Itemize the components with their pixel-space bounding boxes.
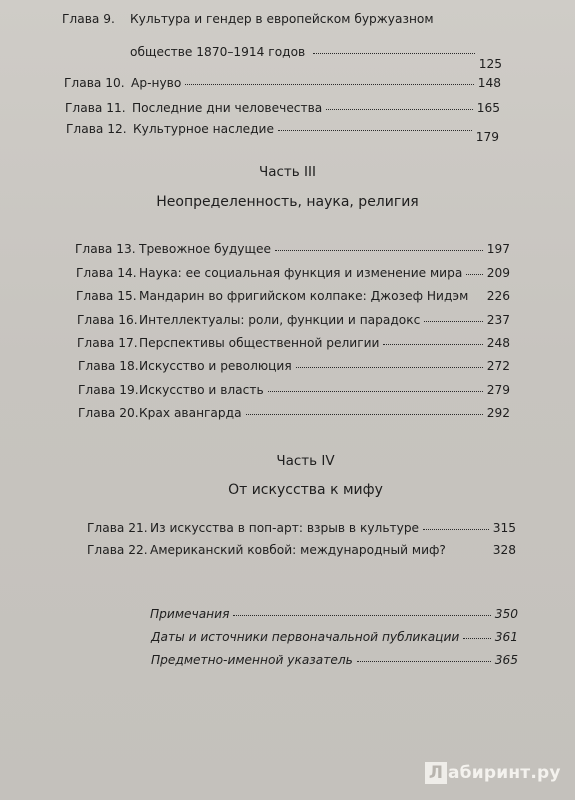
page-number: 350 [494,607,518,621]
chapter-title: Мандарин во фригийском колпаке: Джозеф Нидэм [139,289,469,303]
toc-entry-ch17 [77,335,510,351]
page-number: 226 [486,289,510,303]
dot-leader [357,661,491,662]
part-3-heading: Часть III [258,164,316,180]
toc-entry-ch11 [65,100,500,116]
toc-entry-ch12 [66,121,499,144]
page-number: 279 [486,383,510,397]
chapter-number: Глава 10. [64,76,125,90]
chapter-title: Американский ковбой: международный миф? [150,543,446,557]
dot-leader [275,250,483,251]
chapter-title: Искусство и революция [139,359,292,373]
part-4-title: От искусства к мифу [228,482,383,498]
labirint-logo-icon: Л [425,762,447,784]
chapter-title: Последние дни человечества [132,101,323,115]
chapter-number: Глава 18. [78,359,139,373]
dot-leader [296,367,483,368]
page-number: 179 [475,130,499,144]
page-number: 148 [477,76,501,90]
chapter-title: Ар-нуво [131,76,182,90]
chapter-title: Искусство и власть [139,383,264,397]
toc-entry-ch15 [76,288,510,304]
dot-leader [424,321,482,322]
labirint-watermark [425,762,561,784]
chapter-title: Интеллектуалы: роли, функции и парадокс [139,313,421,327]
page-number: 272 [486,359,510,373]
dot-leader [246,414,483,415]
dot-leader [466,274,482,275]
dot-leader [313,53,475,54]
toc-entry-ch20 [78,405,510,421]
toc-entry-sources [151,629,518,645]
chapter-title: Из искусства в поп-арт: взрыв в культуре [150,521,420,535]
chapter-title: Культура и гендер в европейском буржуазном [130,12,434,26]
chapter-number: Глава 16. [77,313,138,327]
dot-leader [423,529,489,530]
dot-leader [463,638,490,639]
dot-leader [233,615,490,616]
toc-entry-ch19 [78,382,510,398]
toc-entry-notes [150,606,518,622]
part-3-title: Неопределенность, наука, религия [156,194,419,210]
chapter-number: Глава 19. [78,383,139,397]
page-number: 365 [494,653,518,667]
watermark-text: абиринт.ру [448,763,561,783]
part-4-heading: Часть IV [276,453,335,469]
chapter-number: Глава 14. [76,266,137,280]
dot-leader [472,297,482,298]
chapter-number: Глава 13. [75,242,136,256]
dot-leader [383,344,482,345]
page-number: 248 [486,336,510,350]
page-number: 292 [486,406,510,420]
page-number: 197 [486,242,510,256]
chapter-number: Глава 17. [77,336,138,350]
chapter-number: Глава 22. [87,543,148,557]
appendix-title: Предметно-именной указатель [151,653,353,667]
page-number: 361 [494,630,518,644]
toc-entry-ch9-line2 [130,44,502,71]
toc-entry-ch16 [77,312,510,328]
chapter-title: Культурное наследие [133,122,274,136]
chapter-title: Тревожное будущее [139,242,271,256]
chapter-number: Глава 15. [76,289,137,303]
page-number: 165 [476,101,500,115]
page-number: 315 [492,521,516,535]
toc-entry-ch18 [78,358,510,374]
chapter-number: Глава 21. [87,521,148,535]
chapter-number: Глава 20. [78,406,139,420]
toc-entry-ch9 [62,11,502,27]
chapter-title: Перспективы общественной религии [139,336,380,350]
toc-entry-ch22 [87,542,516,558]
chapter-title-continuation: обществе 1870–1914 годов [130,45,306,59]
chapter-number: Глава 11. [65,101,126,115]
toc-entry-ch13 [75,241,510,257]
dot-leader [450,551,489,552]
chapter-number: Глава 12. [66,122,127,136]
dot-leader [278,130,472,131]
toc-entry-ch21 [87,520,516,536]
page-number: 328 [492,543,516,557]
toc-entry-ch14 [76,265,510,281]
chapter-number: Глава 9. [62,12,115,26]
page-number: 125 [478,57,502,71]
chapter-title: Наука: ее социальная функция и изменение мира [139,266,463,280]
chapter-title: Крах авангарда [139,406,242,420]
dot-leader [185,84,473,85]
dot-leader [268,391,483,392]
appendix-title: Даты и источники первоначальной публикации [151,630,460,644]
page-number: 209 [486,266,510,280]
page-number: 237 [486,313,510,327]
toc-entry-ch10 [64,75,501,91]
toc-entry-index [151,652,518,668]
appendix-title: Примечания [150,607,230,621]
dot-leader [326,109,472,110]
